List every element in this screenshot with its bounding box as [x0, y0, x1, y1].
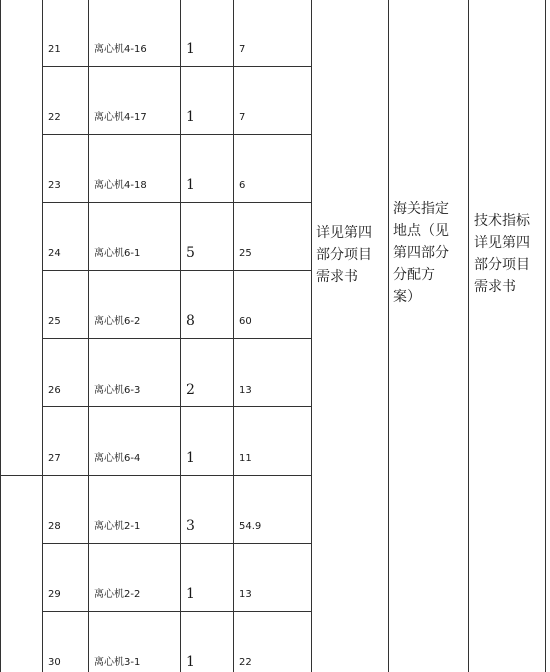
grid-line	[545, 0, 546, 672]
requirements-note	[316, 222, 372, 288]
note-line: 地点（见	[393, 223, 449, 239]
grid-line	[180, 0, 181, 672]
grid-line	[468, 0, 469, 672]
item-name: 离心机6-4	[94, 453, 141, 464]
item-name: 离心机4-16	[94, 44, 147, 55]
grid-line	[311, 0, 312, 672]
note-line: 案）	[393, 289, 421, 305]
note-line: 详见第四	[316, 225, 372, 241]
row-number: 27	[48, 453, 61, 464]
note-line: 需求书	[474, 279, 516, 295]
item-name: 离心机6-1	[94, 248, 141, 259]
grid-line	[42, 543, 311, 544]
row-number: 24	[48, 248, 61, 259]
item-amount: 60	[239, 316, 252, 327]
item-name: 离心机6-3	[94, 385, 141, 396]
grid-line	[388, 0, 389, 672]
item-amount: 25	[239, 248, 252, 259]
item-amount: 11	[239, 453, 252, 464]
item-name: 离心机6-2	[94, 316, 141, 327]
note-line: 详见第四	[474, 235, 530, 251]
grid-line	[88, 0, 89, 672]
item-amount: 22	[239, 657, 252, 668]
item-quantity: 1	[186, 41, 195, 57]
grid-line	[42, 611, 311, 612]
row-number: 29	[48, 589, 61, 600]
row-number: 26	[48, 385, 61, 396]
item-amount: 7	[239, 44, 246, 55]
note-line: 部分项目	[316, 247, 372, 263]
item-quantity: 2	[186, 382, 195, 398]
item-name: 离心机2-2	[94, 589, 141, 600]
row-number: 28	[48, 521, 61, 532]
item-quantity: 1	[186, 177, 195, 193]
tech-spec-note	[474, 210, 530, 298]
item-amount: 54.9	[239, 521, 262, 532]
item-quantity: 3	[186, 518, 195, 534]
item-amount: 13	[239, 589, 252, 600]
item-name: 离心机3-1	[94, 657, 141, 668]
item-quantity: 8	[186, 313, 195, 329]
row-number: 23	[48, 180, 61, 191]
delivery-location-note	[393, 198, 449, 308]
row-number: 22	[48, 112, 61, 123]
grid-line	[42, 338, 311, 339]
note-line: 海关指定	[393, 201, 449, 217]
grid-line	[42, 270, 311, 271]
item-name: 离心机4-18	[94, 180, 147, 191]
item-amount: 6	[239, 180, 246, 191]
note-line: 需求书	[316, 269, 358, 285]
item-quantity: 1	[186, 450, 195, 466]
item-amount: 7	[239, 112, 246, 123]
grid-line	[233, 0, 234, 672]
grid-line	[42, 202, 311, 203]
item-amount: 13	[239, 385, 252, 396]
grid-line	[42, 0, 43, 672]
row-number: 21	[48, 44, 61, 55]
note-line: 技术指标	[474, 213, 530, 229]
grid-line	[0, 0, 1, 672]
item-quantity: 5	[186, 245, 195, 261]
grid-line	[42, 406, 311, 407]
item-name: 离心机4-17	[94, 112, 147, 123]
grid-line	[0, 475, 311, 476]
grid-line	[42, 66, 311, 67]
row-number: 30	[48, 657, 61, 668]
row-number: 25	[48, 316, 61, 327]
item-quantity: 1	[186, 586, 195, 602]
note-line: 部分项目	[474, 257, 530, 273]
note-line: 第四部分	[393, 245, 449, 261]
note-line: 分配方	[393, 267, 435, 283]
item-name: 离心机2-1	[94, 521, 141, 532]
grid-line	[42, 134, 311, 135]
item-quantity: 1	[186, 109, 195, 125]
item-quantity: 1	[186, 654, 195, 670]
